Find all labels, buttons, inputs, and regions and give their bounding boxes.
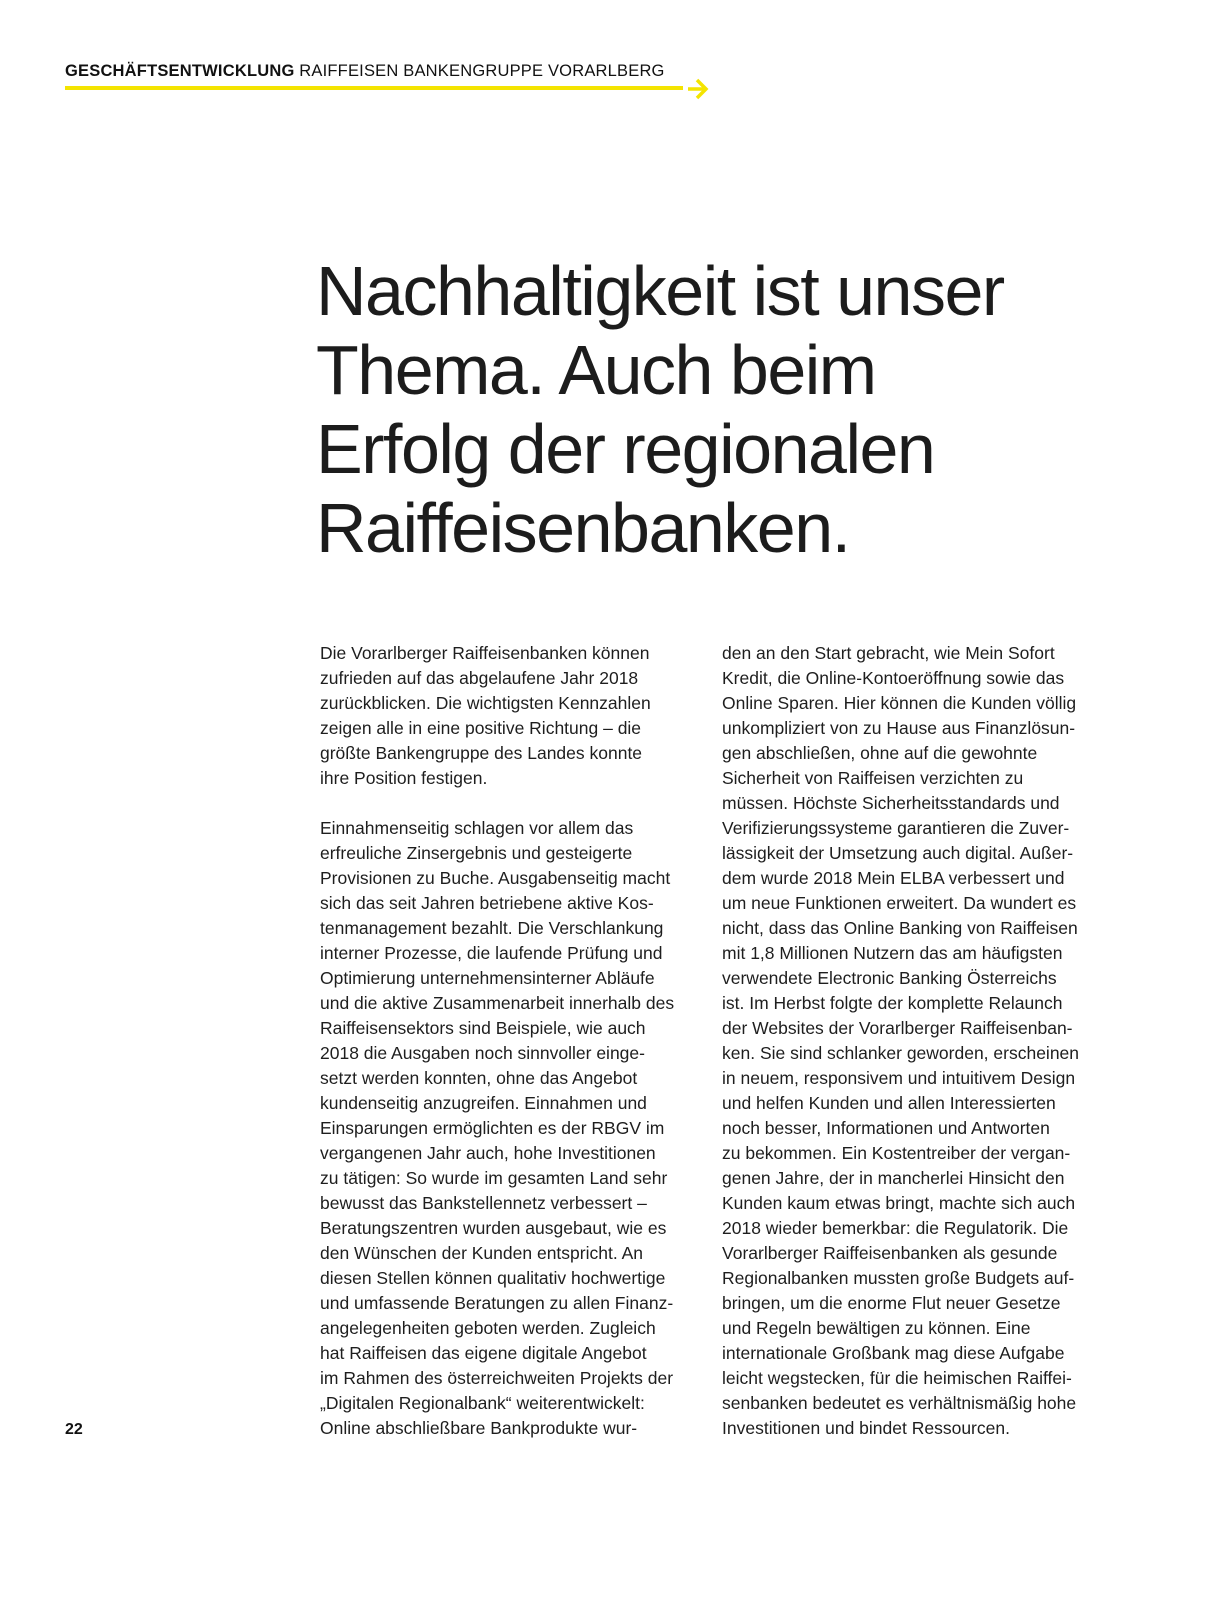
body-text-line: zufrieden auf das abgelaufene Jahr 2018 (320, 668, 639, 688)
body-text-line: nicht, dass das Online Banking von Raiffeisen (722, 918, 1078, 938)
body-text-line: Verifizierungssysteme garantieren die Zuver- (722, 818, 1070, 838)
body-text-line: Raiffeisensektors sind Beispiele, wie auch (320, 1018, 646, 1038)
body-text-line: verwendete Electronic Banking Österreichs (722, 968, 1057, 988)
body-text-line: Einnahmenseitig schlagen vor allem das (320, 818, 634, 838)
body-text-line: setzt werden konnten, ohne das Angebot (320, 1068, 638, 1088)
paragraph-gap (320, 791, 700, 816)
body-text-line: 2018 die Ausgaben noch sinnvoller einge- (320, 1043, 645, 1063)
body-text-line: zu tätigen: So wurde im gesamten Land sehr (320, 1168, 668, 1188)
section-header (65, 62, 665, 81)
body-text-line: dem wurde 2018 Mein ELBA verbessert und (722, 868, 1065, 888)
body-text-line: Kunden kaum etwas bringt, machte sich auch (722, 1193, 1076, 1213)
body-text-line: angelegenheiten geboten werden. Zugleich (320, 1318, 656, 1338)
body-text-line: zu bekommen. Ein Kostentreiber der vergan- (722, 1143, 1071, 1163)
body-text-line: Die Vorarlberger Raiffeisenbanken können (320, 643, 650, 663)
body-text-line: kundenseitig anzugreifen. Einnahmen und (320, 1093, 647, 1113)
body-text-line: leicht wegstecken, für die heimischen Raiffei- (722, 1368, 1072, 1388)
body-text-line: Regionalbanken mussten große Budgets auf- (722, 1268, 1075, 1288)
body-text-line: tenmanagement bezahlt. Die Verschlankung (320, 918, 664, 938)
body-text-line: internationale Großbank mag diese Aufgabe (722, 1343, 1065, 1363)
body-column-left (320, 641, 700, 1441)
body-text-line: der Websites der Vorarlberger Raiffeisenban- (722, 1018, 1073, 1038)
body-text-line: senbanken bedeutet es verhältnismäßig hohe (722, 1393, 1077, 1413)
body-text-line: Sicherheit von Raiffeisen verzichten zu (722, 768, 1024, 788)
body-text-line: im Rahmen des österreichweiten Projekts der (320, 1368, 674, 1388)
body-text-line: ihre Position festigen. (320, 768, 488, 788)
body-text-line: größte Bankengruppe des Landes konnte (320, 743, 643, 763)
body-text-line: und umfassende Beratungen zu allen Finanz- (320, 1293, 674, 1313)
body-text-line: in neuem, responsivem und intuitivem Design (722, 1068, 1076, 1088)
body-text-line: gen abschließen, ohne auf die gewohnte (722, 743, 1038, 763)
body-text-line: sich das seit Jahren betriebene aktive Kos- (320, 893, 654, 913)
body-text-line: Online abschließbare Bankprodukte wur- (320, 1418, 638, 1438)
chevron-right-arrow-icon (686, 78, 710, 100)
page-number: 22 (65, 1421, 83, 1438)
body-text-line: Beratungszentren wurden ausgebaut, wie es (320, 1218, 667, 1238)
body-text-line: Kredit, die Online-Kontoeröffnung sowie das (722, 668, 1065, 688)
body-text-line: Optimierung unternehmensinterner Abläufe (320, 968, 655, 988)
body-text-line: ist. Im Herbst folgte der komplette Relaunch (722, 993, 1063, 1013)
body-text-line: zurückblicken. Die wichtigsten Kennzahlen (320, 693, 651, 713)
body-column-right (722, 641, 1102, 1441)
body-text-line: erfreuliche Zinsergebnis und gesteigerte (320, 843, 633, 863)
body-text-line: Online Sparen. Hier können die Kunden völlig (722, 693, 1077, 713)
section-header-bold: GESCHÄFTSENTWICKLUNG (65, 62, 295, 80)
title-line: Raiffeisenbanken. (316, 489, 850, 567)
body-text-line: und Regeln bewältigen zu können. Eine (722, 1318, 1031, 1338)
body-text-line: und helfen Kunden und allen Interessierten (722, 1093, 1056, 1113)
body-text-line: den an den Start gebracht, wie Mein Sofort (722, 643, 1055, 663)
body-text-line: müssen. Höchste Sicherheitsstandards und (722, 793, 1060, 813)
page-title (316, 252, 1036, 568)
body-text-line: unkompliziert von zu Hause aus Finanzlösun- (722, 718, 1076, 738)
body-text-line: bewusst das Bankstellennetz verbessert – (320, 1193, 647, 1213)
body-text-line: 2018 wieder bemerkbar: die Regulatorik. Die (722, 1218, 1069, 1238)
body-text-line: Investitionen und bindet Ressourcen. (722, 1418, 1010, 1438)
body-text-line: den Wünschen der Kunden entspricht. An (320, 1243, 643, 1263)
body-text-line: noch besser, Informationen und Antworten (722, 1118, 1050, 1138)
title-line: Erfolg der regionalen (316, 410, 935, 488)
header-accent-rule (65, 86, 683, 90)
body-text-line: „Digitalen Regionalbank“ weiterentwickelt: (320, 1393, 645, 1413)
body-text-line: vergangenen Jahr auch, hohe Investitionen (320, 1143, 656, 1163)
body-text-line: und die aktive Zusammenarbeit innerhalb des (320, 993, 675, 1013)
body-text-line: ken. Sie sind schlanker geworden, erscheinen (722, 1043, 1080, 1063)
body-text-line: um neue Funktionen erweitert. Da wundert es (722, 893, 1077, 913)
body-text-line: zeigen alle in eine positive Richtung – die (320, 718, 642, 738)
section-header-subtitle: RAIFFEISEN BANKENGRUPPE VORARLBERG (299, 62, 665, 80)
body-text-line: lässigkeit der Umsetzung auch digital. Außer- (722, 843, 1074, 863)
body-text-line: mit 1,8 Millionen Nutzern das am häufigsten (722, 943, 1063, 963)
title-line: Thema. Auch beim (316, 331, 876, 409)
body-text-line: Provisionen zu Buche. Ausgabenseitig macht (320, 868, 671, 888)
body-text-line: interner Prozesse, die laufende Prüfung und (320, 943, 663, 963)
body-text-line: bringen, um die enorme Flut neuer Gesetze (722, 1293, 1061, 1313)
title-line: Nachhaltigkeit ist unser (316, 252, 1004, 330)
body-text-line: Vorarlberger Raiffeisenbanken als gesunde (722, 1243, 1058, 1263)
body-text-line: hat Raiffeisen das eigene digitale Angebot (320, 1343, 647, 1363)
body-text-line: Einsparungen ermöglichten es der RBGV im (320, 1118, 665, 1138)
body-text-line: genen Jahre, der in mancherlei Hinsicht den (722, 1168, 1065, 1188)
body-text-line: diesen Stellen können qualitativ hochwertige (320, 1268, 666, 1288)
